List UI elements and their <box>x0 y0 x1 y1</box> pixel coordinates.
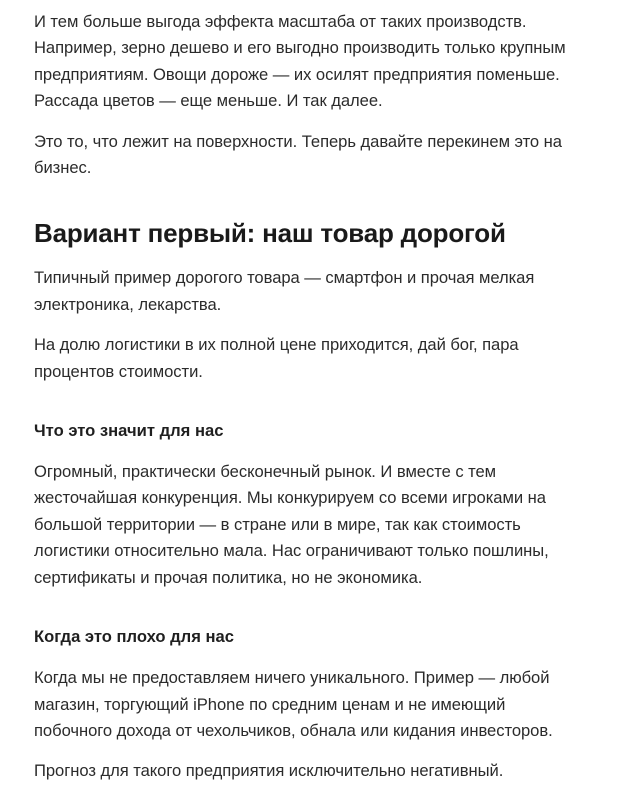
paragraph-scale-effect <box>34 9 628 115</box>
paragraph-expensive-example <box>34 265 628 318</box>
paragraph-business-transition <box>34 129 628 182</box>
text-line: большой территории — в стране или в мире, так как стоимость <box>34 514 521 534</box>
paragraph-huge-market <box>34 459 628 591</box>
text-line: Когда мы не предоставляем ничего уникального. Пример — любой <box>34 668 550 688</box>
text-line: процентов стоимости. <box>34 361 203 381</box>
text-line: Рассада цветов — еще меньше. И так далее. <box>34 91 383 111</box>
text-line: жесточайшая конкуренция. Мы конкурируем со всеми игроками на <box>34 488 546 508</box>
text-line: электроника, лекарства. <box>34 294 222 314</box>
subheading-when-bad: Когда это плохо для нас <box>34 627 234 647</box>
text-line: На долю логистики в их полной цене приходится, дай бог, пара <box>34 335 519 355</box>
text-line: Типичный пример дорогого товара — смартфон и прочая мелкая <box>34 268 535 288</box>
text-line: Огромный, практически бесконечный рынок. И вместе с тем <box>34 462 497 482</box>
text-line: побочного дохода от чехольчиков, обнала или кидания инвесторов. <box>34 720 553 740</box>
text-line: И тем больше выгода эффекта масштаба от таких производств. <box>34 12 527 31</box>
text-line: магазин, торгующий iPhone по средним ценам и не имеющий <box>34 694 506 714</box>
text-line: предприятиям. Овощи дороже — их осилят предприятия поменьше. <box>34 64 560 84</box>
subheading-what-it-means: Что это значит для нас <box>34 421 224 441</box>
text-line: сертификаты и прочая политика, но не экономика. <box>34 567 423 587</box>
text-line: бизнес. <box>34 158 92 178</box>
paragraph-forecast <box>34 758 628 784</box>
text-line: логистики относительно мала. Нас ограничивают только пошлины, <box>34 541 549 561</box>
paragraph-logistics-share <box>34 332 628 385</box>
paragraph-nothing-unique <box>34 665 628 744</box>
text-line: Прогноз для такого предприятия исключительно негативный. <box>34 761 504 781</box>
text-line: Например, зерно дешево и его выгодно производить только крупным <box>34 38 566 58</box>
text-line: Это то, что лежит на поверхности. Теперь давайте перекинем это на <box>34 131 562 151</box>
section-heading-expensive-product: Вариант первый: наш товар дорогой <box>34 218 506 249</box>
